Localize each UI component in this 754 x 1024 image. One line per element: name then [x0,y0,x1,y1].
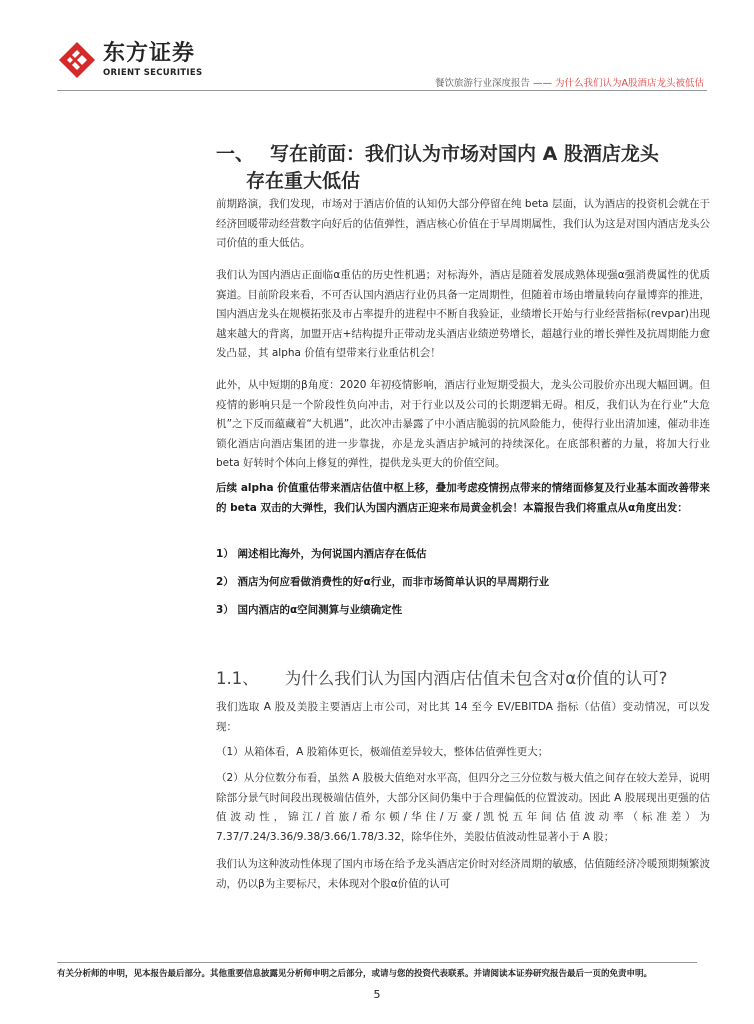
company-logo [57,40,207,84]
page-number: 5 [373,988,381,1001]
logo-chinese-name: 东方证券 [103,41,196,66]
report-title: 为什么我们认为A股酒店龙头被低估 [555,78,704,89]
footer-divider [57,962,697,963]
paragraph-box-view: （1）从箱体看，A 股箱体更长，极端值差异较大，整体估值弹性更大； [216,746,549,758]
logo-english-name: ORIENT SECURITIES [103,68,203,78]
paragraph-conclusion: 后续 alpha 价值重估带来酒店估值中枢上移，叠加考虑疫情拐点带来的情绪面修复及行业基本面改善带来的 beta 双击的大弹性，我们认为国内酒店正迎来布局黄金机会！本篇报告我们将重点从α角度出发： [216,482,710,514]
page-header [0,0,754,100]
section-1-1-number: 1.1、 [216,669,259,688]
list-item-3: 3） 国内酒店的α空间测算与业绩确定性 [216,604,403,616]
orient-securities-logo-icon [57,40,97,80]
list-item-2: 2） 酒店为何应看做消费性的好α行业，而非市场简单认识的早周期行业 [216,576,550,588]
paragraph-volatility-conclusion: 我们认为这种波动性体现了国内市场在给予龙头酒店定价时对经济周期的敏感，估值随经济冷暖预期频繁波动，仍以β为主要标尺，未体现对个股α价值的认可 [216,858,710,890]
section-1-title-line1: 写在前面：我们认为市场对国内 A 股酒店龙头 [270,143,659,165]
paragraph-alpha-opportunity: 我们认为国内酒店正面临α重估的历史性机遇；对标海外，酒店是随着发展成熟体现强α强消费属性的优质赛道。目前阶段来看，不可否认国内酒店行业仍具备一定周期性，但随着市场由增量转向存量博弈的推进，国内酒店龙头在规模拓张及市占率提升的进程中不断自我验证，业绩增长开始与行业经营指标(revpar)出现越来越大的背离，加盟开店+结构提升正带动龙头酒店业绩逆势增长，超越行业的增长弹性及抗周期能力愈发凸显，其 alpha 价值有望带来行业重估机会！ [216,269,710,359]
paragraph-beta-perspective: 此外，从中短期的β角度：2020 年初疫情影响，酒店行业短期受损大，龙头公司股价亦出现大幅回调。但疫情的影响只是一个阶段性负向冲击，对于行业以及公司的长期逻辑无碍。相反，我们认为在行业“大危机”之下反而蕴藏着“大机遇”，此次冲击暴露了中小酒店脆弱的抗风险能力，使得行业出清加速，催动非连锁化酒店向酒店集团的进一步靠拢，亦是龙头酒店护城河的持续深化。在底部积蓄的力量，将加大行业 beta 好转时个体向上修复的弹性，提供龙头更大的价值空间。 [216,379,710,469]
section-1-title-line2: 存在重大低估 [246,170,361,192]
section-1-1-heading [216,665,710,689]
section-1-1-title: 为什么我们认为国内酒店估值未包含对α价值的认可? [284,669,668,688]
header-separator: —— [529,78,555,89]
report-type: 餐饮旅游行业深度报告 [434,78,530,89]
section-1-number: 一、 [216,143,255,165]
paragraph-selection: 我们选取 A 股及美股主要酒店上市公司，对比其 14 至今 EV/EBITDA 指标（估值）变动情况，可以发现： [216,701,710,733]
paragraph-intro: 前期路演，我们发现，市场对于酒店价值的认知仍大部分停留在纯 beta 层面，认为酒店的投资机会就在于经济回暖带动经营数字向好后的估值弹性，酒店核心价值在于早周期属性，我们认为这是对国内酒店龙头公司价值的重大低估。 [216,198,710,249]
footer-disclaimer: 有关分析师的申明，见本报告最后部分。其他重要信息披露见分析师申明之后部分，或请与您的投资代表联系。并请阅读本证券研究报告最后一页的免责申明。 [57,969,653,979]
paragraph-quantile-view: （2）从分位数分布看，虽然 A 股极大值绝对水平高，但四分之三分位数与极大值之间存在较大差异，说明除部分景气时间段出现极端估值外，大部分区间仍集中于合理偏低的位置波动。因此 A 股展现出更强的估值波动性，锦江/首旅/希尔顿/华住/万豪/凯悦五年间估值波动率（标准差）为 7.37/7.24/3.36/9.38/3.66/1.78/3.32，除华住外，美股估值波动性显著小于 A 股； [216,772,710,843]
header-divider [57,90,707,91]
header-report-info [435,75,704,89]
list-item-1: 1） 阐述相比海外，为何说国内酒店存在低估 [216,548,427,560]
